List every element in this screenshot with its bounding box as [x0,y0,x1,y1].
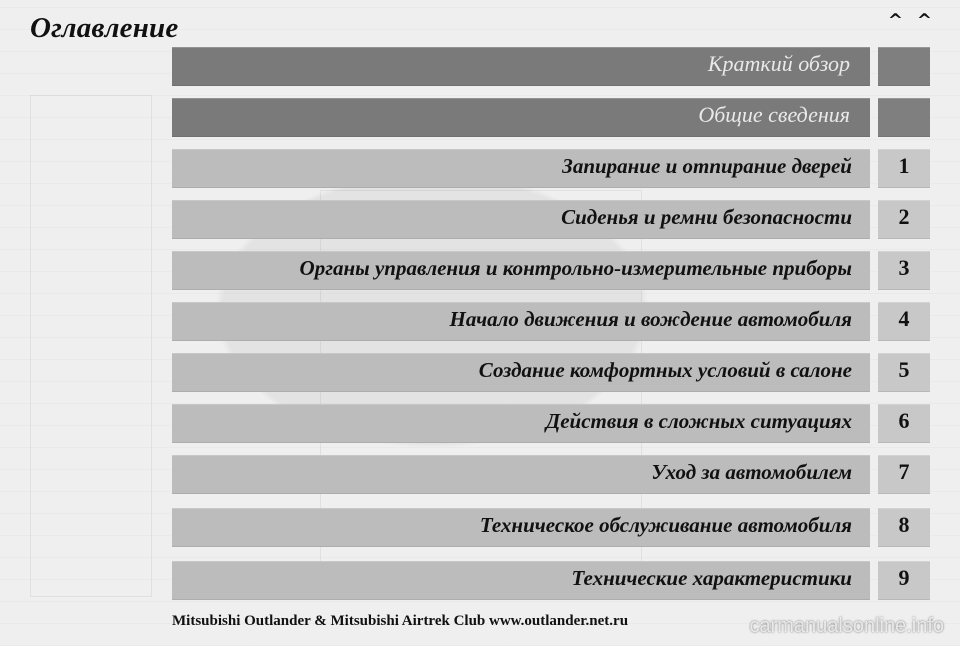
toc-row-4[interactable] [172,302,930,341]
toc-number: 2 [898,204,910,229]
toc-row-8[interactable] [172,508,930,547]
toc-title: Сиденья и ремни безопасности [561,205,852,229]
toc-row-7[interactable] [172,455,930,494]
toc-number-box[interactable] [878,404,930,443]
toc-number: 8 [898,512,910,537]
footer-club-link[interactable]: Mitsubishi Outlander & Mitsubishi Airtrek Club www.outlander.net.ru [172,613,629,629]
toc-bar[interactable] [172,353,870,392]
toc-title: Создание комфортных условий в салоне [478,358,852,382]
toc-title: Уход за автомобилем [651,460,852,484]
toc-row-general[interactable] [172,98,930,137]
toc-number: 5 [898,357,910,382]
toc-bar[interactable] [172,251,870,290]
toc-number: 4 [898,306,910,331]
page-up-icon[interactable]: ^ [887,10,903,31]
toc-bar[interactable] [172,561,870,600]
toc-title: Общие сведения [698,102,850,127]
watermark-text: carmanualsonline.info [749,615,944,637]
toc-number-box[interactable] [878,508,930,547]
toc-row-9[interactable] [172,561,930,600]
toc-title: Органы управления и контрольно-измерительные приборы [299,256,852,280]
toc-title: Техническое обслуживание автомобиля [479,513,852,537]
toc-bar[interactable] [172,47,870,86]
toc-row-2[interactable] [172,200,930,239]
toc-number: 7 [898,459,910,484]
toc-number-box[interactable] [878,149,930,188]
toc-bar[interactable] [172,149,870,188]
toc-bar[interactable] [172,404,870,443]
toc-number: 9 [898,565,910,590]
nav-icons [888,10,932,31]
toc-number-box[interactable] [878,47,930,86]
toc-bar[interactable] [172,302,870,341]
toc-row-6[interactable] [172,404,930,443]
toc-number-box[interactable] [878,251,930,290]
page-title: Оглавление [30,12,179,44]
toc-title: Запирание и отпирание дверей [562,154,852,178]
toc-title: Действия в сложных ситуациях [545,409,852,433]
toc-title: Краткий обзор [707,51,850,76]
toc-number-box[interactable] [878,302,930,341]
toc-title: Начало движения и вождение автомобиля [449,307,852,331]
toc-number-box[interactable] [878,455,930,494]
toc-number-box[interactable] [878,353,930,392]
page-up-icon[interactable]: ^ [916,10,932,31]
toc-number: 1 [898,153,910,178]
toc-title: Технические характеристики [571,566,852,590]
toc-number: 6 [898,408,910,433]
toc-number-box[interactable] [878,98,930,137]
toc-row-1[interactable] [172,149,930,188]
toc-row-summary[interactable] [172,47,930,86]
toc-bar[interactable] [172,508,870,547]
toc-number: 3 [898,255,910,280]
toc-bar[interactable] [172,200,870,239]
toc-number-box[interactable] [878,561,930,600]
toc-number-box[interactable] [878,200,930,239]
toc-bar[interactable] [172,98,870,137]
toc-row-3[interactable] [172,251,930,290]
toc-row-5[interactable] [172,353,930,392]
faint-background-frame [30,95,152,597]
toc-bar[interactable] [172,455,870,494]
